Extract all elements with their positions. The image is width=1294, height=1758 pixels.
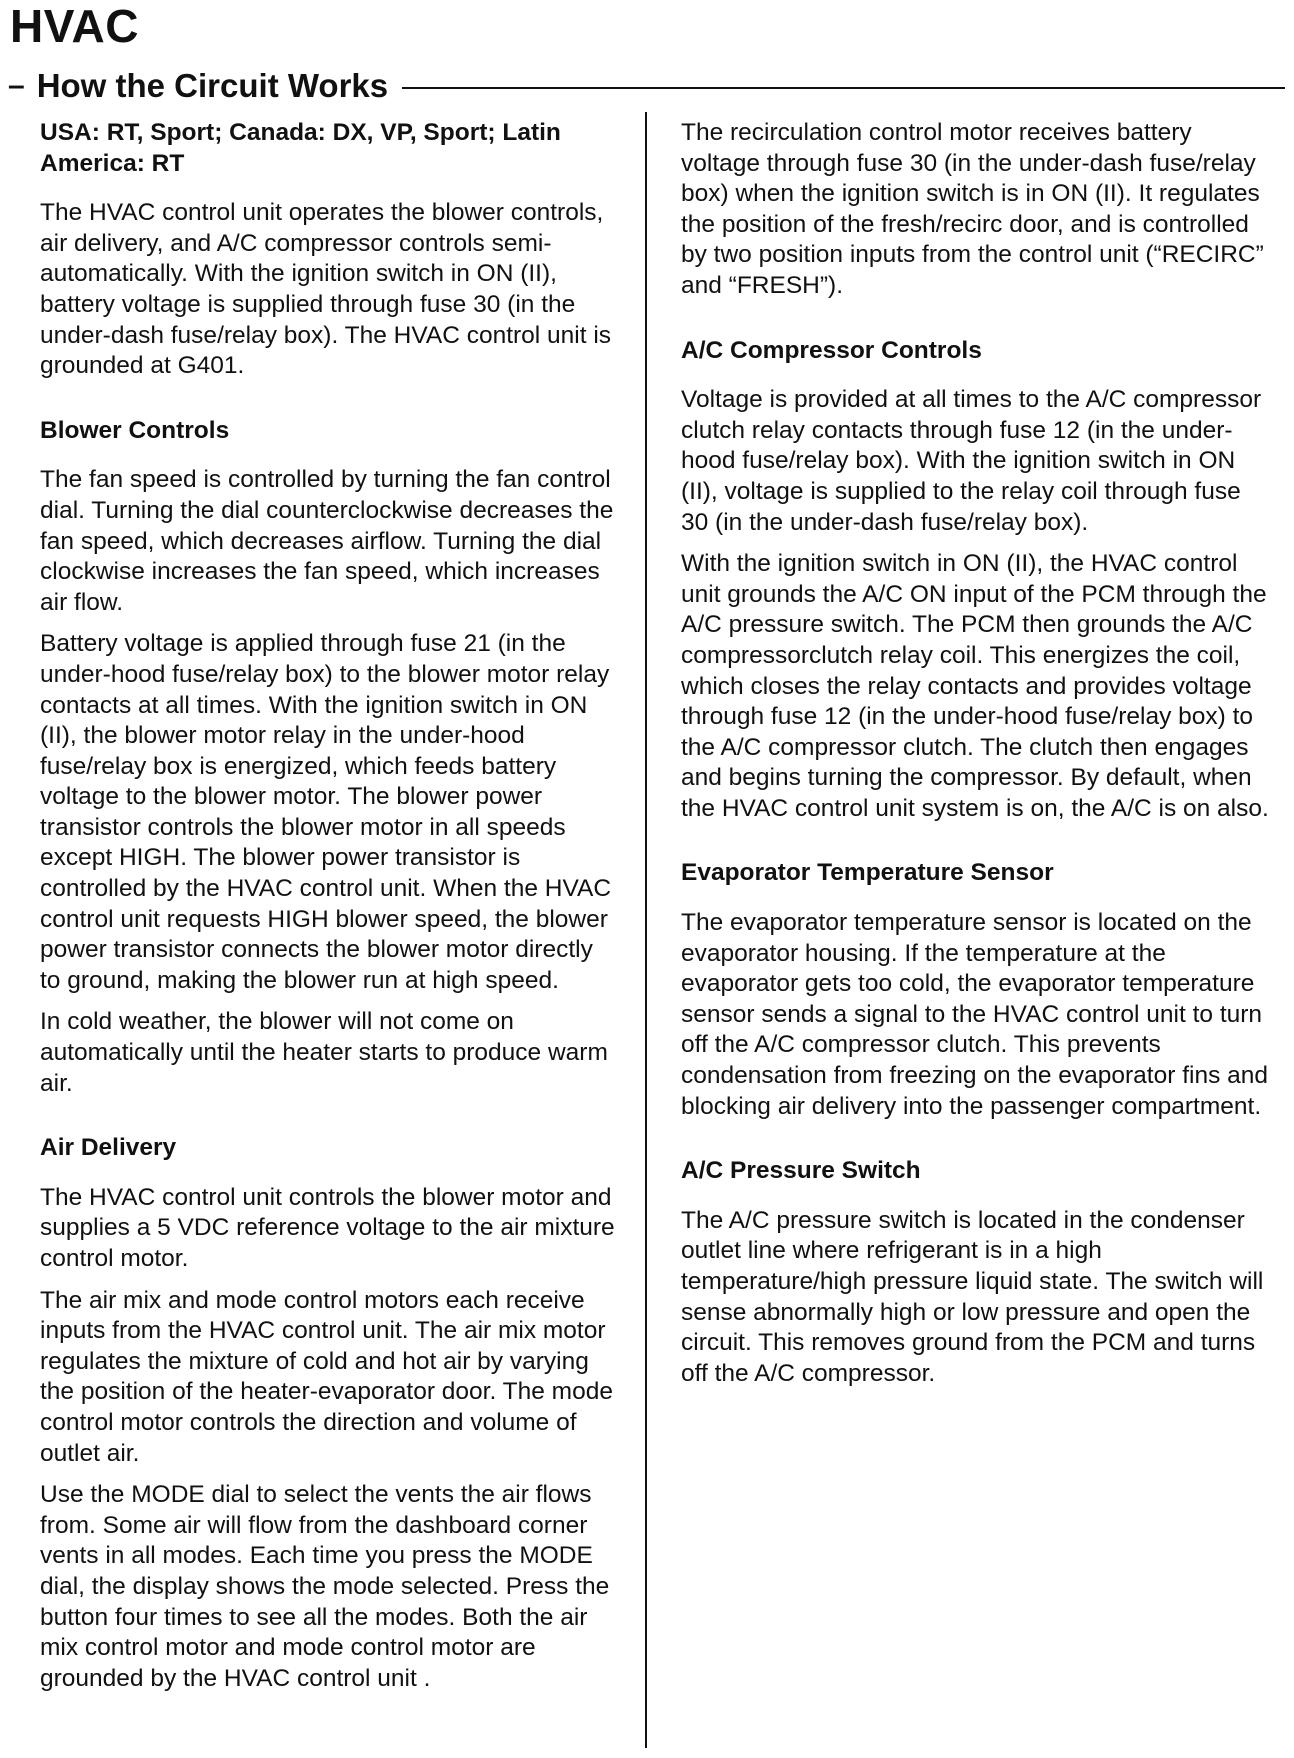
recirc-paragraph: The recirculation control motor receives battery voltage through fuse 30 (in the under-dash fuse/relay box) when the ignition switch is in ON (II). It regulates the position of the fresh/recirc door, and is controlled by two position inputs from the control unit (“RECIRC” and “FRESH”). xyxy=(681,119,1264,299)
evap-sensor-paragraph: The evaporator temperature sensor is located on the evaporator housing. If the temperature at the evaporator gets too cold, the evaporator temperature sensor sends a signal to the HVAC control unit to turn off the A/C compressor clutch. This prevents condensation from freezing on the evaporator fins and blocking air delivery into the passenger compartment. xyxy=(681,909,1269,1120)
page-title: HVAC xyxy=(10,0,139,52)
air-delivery-paragraph-3: Use the MODE dial to select the vents the air flows from. Some air will flow from the dashboard corner vents in all modes. Each time you press the MODE dial, the display shows the mode selected. Press the button four times to see all the modes. Both the air mix control motor and mode control motor are grounded by the HVAC control unit . xyxy=(40,1481,610,1692)
air-delivery-paragraph-1: The HVAC control unit controls the blower motor and supplies a 5 VDC reference voltage to the air mixture control motor. xyxy=(40,1183,615,1272)
intro-paragraph: The HVAC control unit operates the blower controls, air delivery, and A/C compressor controls semi-automatically. With the ignition switch in ON (II), battery voltage is supplied through fuse 30 (in the under-dash fuse/relay box). The HVAC control unit is grounded at G401. xyxy=(40,199,612,380)
blower-paragraph-2: Battery voltage is applied through fuse 21 (in the under-hood fuse/relay box) to the blower motor relay contacts at all times. With the ignition switch in ON (II), the blower motor relay in the under-hood fuse/relay box is energized, which feeds battery voltage to the blower motor. The blower power transistor controls the blower motor in all speeds except HIGH. The blower power transistor is controlled by the HVAC control unit. When the HVAC control unit requests HIGH blower speed, the blower power transistor connects the blower motor directly to ground, making the blower run at high speed. xyxy=(40,630,612,994)
ac-compressor-paragraph-1: Voltage is provided at all times to the A/C compressor clutch relay contacts through fuse 12 (in the under-hood fuse/relay box). With the ignition switch in ON (II), voltage is supplied to the relay coil through fuse 30 (in the under-dash fuse/relay box). xyxy=(681,386,1262,536)
ac-compressor-heading: A/C Compressor Controls xyxy=(681,336,982,364)
blower-paragraph-1: The fan speed is controlled by turning the fan control dial. Turning the dial counterclockwise decreases the fan speed, which decreases airflow. Turning the dial clockwise increases the fan speed, which increases air flow. xyxy=(40,466,614,616)
left-column xyxy=(40,118,620,1705)
applicability-heading: USA: RT, Sport; Canada: DX, VP, Sport; Latin America: RT xyxy=(40,119,561,177)
blower-paragraph-3: In cold weather, the blower will not come on automatically until the heater starts to produce warm air. xyxy=(40,1008,608,1097)
section-title: How the Circuit Works xyxy=(36,67,389,104)
pressure-switch-paragraph: The A/C pressure switch is located in the condenser outlet line where refrigerant is in a high temperature/high pressure liquid state. The switch will sense abnormally high or low pressure and open the circuit. This removes ground from the PCM and turns off the A/C compressor. xyxy=(681,1206,1264,1387)
section-dash: – xyxy=(8,69,25,102)
section-header xyxy=(8,62,1285,110)
column-divider xyxy=(645,112,647,1748)
ac-compressor-paragraph-2: With the ignition switch in ON (II), the HVAC control unit grounds the A/C ON input of the PCM through the A/C pressure switch. The PCM then grounds the A/C compressorclutch relay coil. This energizes the coil, which closes the relay contacts and provides voltage through fuse 12 (in the under-hood fuse/relay box) to the A/C compressor clutch. The clutch then engages and begins turning the compressor. By default, when the HVAC control unit system is on, the A/C is on also. xyxy=(681,550,1269,822)
pressure-switch-heading: A/C Pressure Switch xyxy=(681,1157,921,1185)
blower-controls-heading: Blower Controls xyxy=(40,416,230,444)
right-column xyxy=(681,118,1271,1400)
section-rule xyxy=(402,87,1285,89)
air-delivery-heading: Air Delivery xyxy=(40,1134,177,1162)
air-delivery-paragraph-2: The air mix and mode control motors each receive inputs from the HVAC control unit. The air mix motor regulates the mixture of cold and hot air by varying the position of the heater-evaporator door. The mode control motor controls the direction and volume of outlet air. xyxy=(40,1286,613,1467)
evap-sensor-heading: Evaporator Temperature Sensor xyxy=(681,859,1054,887)
